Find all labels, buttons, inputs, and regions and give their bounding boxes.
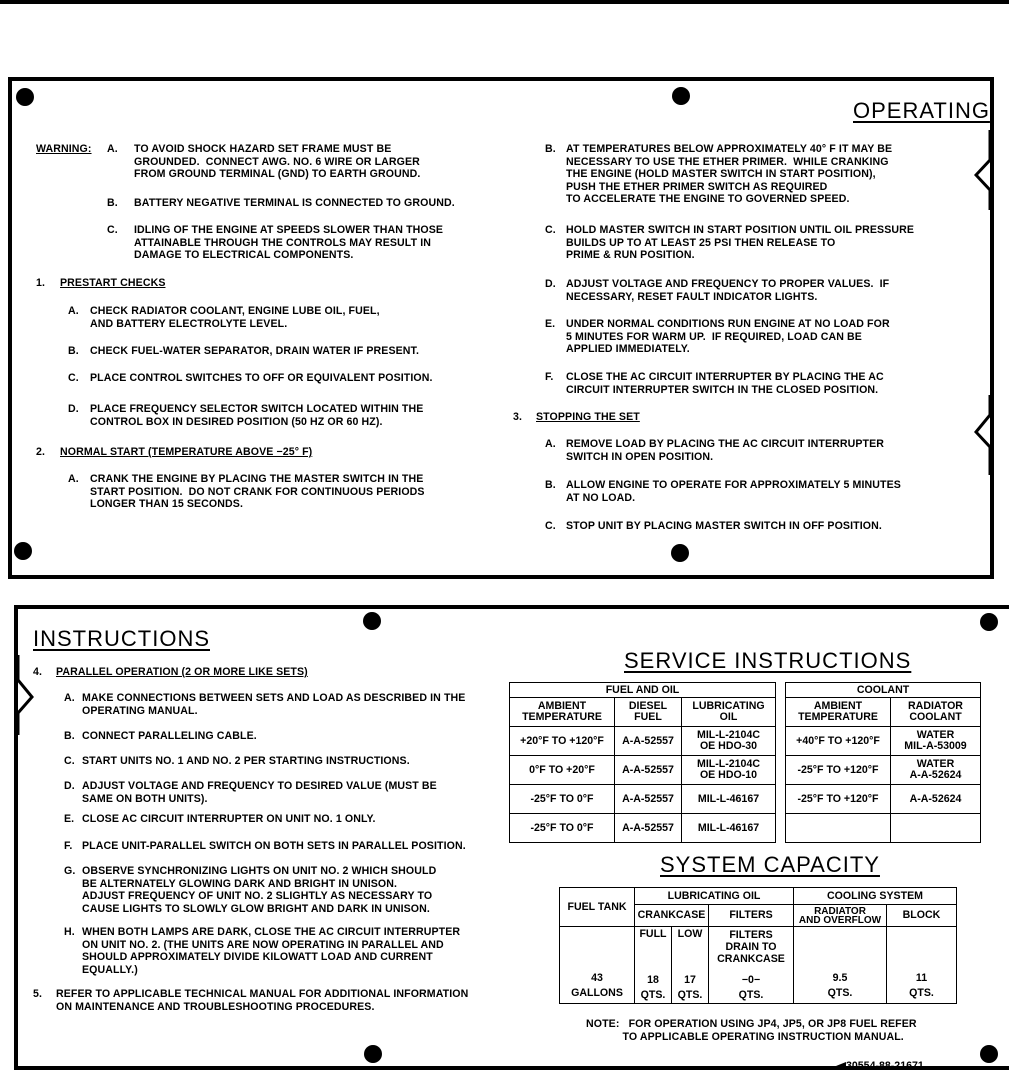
section-number: 2. (36, 446, 46, 458)
list-item-letter: B. (545, 479, 556, 491)
list-item-letter: D. (68, 403, 79, 415)
list-item-text: TO AVOID SHOCK HAZARD SET FRAME MUST BE GROUNDED. CONNECT AWG. NO. 6 WIRE OR LARGER FROM GROUND TERMINAL (GND) TO EARTH GROUND. (134, 143, 421, 181)
section-title: PARALLEL OPERATION (2 OR MORE LIKE SETS) (56, 666, 308, 678)
column-header: RADIATOR AND OVERFLOW (794, 905, 887, 927)
table-cell: +40°F TO +120°F (786, 727, 891, 756)
column-header: FUEL TANK (560, 888, 635, 927)
list-item-text: WHEN BOTH LAMPS ARE DARK, CLOSE THE AC CIRCUIT INTERRUPTER ON UNIT NO. 2. (THE UNITS ARE NOW OPERATING IN PARALLEL AND SHOULD APPROXIMATELY DIVIDE KILOWATT LOAD AND CURRENT EQUALLY.) (82, 926, 461, 976)
table-cell (891, 814, 981, 843)
list-item-letter: H. (64, 926, 75, 938)
list-item-letter: E. (545, 318, 556, 330)
column-header: CRANKCASE (635, 905, 709, 927)
table-cell: A-A-52557 (615, 814, 682, 843)
section-number: 1. (36, 277, 46, 289)
list-item-letter: C. (107, 224, 118, 236)
list-item-text: OBSERVE SYNCHRONIZING LIGHTS ON UNIT NO. 2 WHICH SHOULD BE ALTERNATELY GLOWING DARK AND BRIGHT IN UNISON. ADJUST FREQUENCY OF UNIT NO. 2 SLIGHTLY AS NECESSARY TO CAUSE LIGHTS TO SLOWLY GLOW BRIGHT AND DARK IN UNISON. (82, 865, 437, 915)
full-label: FULL (639, 928, 667, 940)
list-item-text: AT TEMPERATURES BELOW APPROXIMATELY 40° F IT MAY BE NECESSARY TO USE THE ETHER PRIMER. WHILE CRANKING THE ENGINE (HOLD MASTER SWITCH IN START POSITION), PUSH THE ETHER PRIMER SWITCH AS REQUIRED TO ACCELERATE THE ENGINE TO GOVERNED SPEED. (566, 143, 893, 206)
list-item-text: PLACE CONTROL SWITCHES TO OFF OR EQUIVALENT POSITION. (90, 372, 433, 384)
list-item-text: MAKE CONNECTIONS BETWEEN SETS AND LOAD AS DESCRIBED IN THE OPERATING MANUAL. (82, 692, 466, 717)
list-item-text: CLOSE AC CIRCUIT INTERRUPTER ON UNIT NO. 1 ONLY. (82, 813, 376, 825)
section-title: STOPPING THE SET (536, 411, 640, 423)
leader-arrow-icon (836, 1062, 846, 1070)
table-cell: 9.5 QTS. (794, 927, 887, 1004)
mount-hole (672, 87, 690, 105)
table-cell: 43 GALLONS (560, 927, 635, 1004)
column-header: LUBRICATING OIL (682, 698, 776, 727)
column-header: DIESEL FUEL (615, 698, 682, 727)
column-header: AMBIENT TEMPERATURE (510, 698, 615, 727)
instructions-title: INSTRUCTIONS (33, 626, 210, 651)
list-item-text: REMOVE LOAD BY PLACING THE AC CIRCUIT INTERRUPTER SWITCH IN OPEN POSITION. (566, 438, 885, 463)
table-cell: -25°F TO 0°F (510, 814, 615, 843)
notch-right-upper (974, 130, 1004, 210)
list-item-letter: C. (68, 372, 79, 384)
mount-hole (671, 544, 689, 562)
list-item-letter: A. (68, 473, 79, 485)
table-cell: MIL-L-2104C OE HDO-30 (682, 727, 776, 756)
mount-hole (363, 612, 381, 630)
section-text: REFER TO APPLICABLE TECHNICAL MANUAL FOR ADDITIONAL INFORMATION ON MAINTENANCE AND TROUBLESHOOTING PROCEDURES. (56, 988, 469, 1013)
list-item-letter: B. (545, 143, 556, 155)
part-number (836, 1060, 924, 1072)
list-item-letter: C. (64, 755, 75, 767)
table-cell: -25°F TO +120°F (786, 756, 891, 785)
warning-label: WARNING: (36, 143, 92, 155)
part-number-text: 30554-88-21671 (846, 1060, 924, 1072)
table-cell: -25°F TO 0°F (510, 785, 615, 814)
coolant-table (785, 682, 981, 843)
section-title: NORMAL START (TEMPERATURE ABOVE −25° F) (60, 446, 313, 458)
table-cell: MIL-L-46167 (682, 785, 776, 814)
table-cell (635, 927, 672, 1004)
service-title: SERVICE INSTRUCTIONS (624, 648, 912, 673)
table-cell: A-A-52624 (891, 785, 981, 814)
list-item-text: CLOSE THE AC CIRCUIT INTERRUPTER BY PLACING THE AC CIRCUIT INTERRUPTER SWITCH IN THE CLOSED POSITION. (566, 371, 884, 396)
table-cell (709, 927, 794, 1004)
section-number: 3. (513, 411, 523, 423)
list-item-letter: G. (64, 865, 76, 877)
list-item-text: CONNECT PARALLELING CABLE. (82, 730, 257, 742)
section-title: PRESTART CHECKS (60, 277, 166, 289)
list-item-text: CRANK THE ENGINE BY PLACING THE MASTER SWITCH IN THE START POSITION. DO NOT CRANK FOR CONTINUOUS PERIODS LONGER THAN 15 SECONDS. (90, 473, 425, 511)
column-header: BLOCK (887, 905, 957, 927)
list-item-letter: A. (64, 692, 75, 704)
list-item-letter: B. (68, 345, 79, 357)
list-item-letter: F. (64, 840, 73, 852)
list-item-letter: E. (64, 813, 75, 825)
list-item-text: STOP UNIT BY PLACING MASTER SWITCH IN OFF POSITION. (566, 520, 882, 532)
list-item-text: IDLING OF THE ENGINE AT SPEEDS SLOWER THAN THOSE ATTAINABLE THROUGH THE CONTROLS MAY RESULT IN DAMAGE TO ELECTRICAL COMPONENTS. (134, 224, 444, 262)
fuel-oil-table (509, 682, 776, 843)
table-cell: MIL-L-46167 (682, 814, 776, 843)
table-cell: WATER MIL-A-53009 (891, 727, 981, 756)
table-cell (672, 927, 709, 1004)
list-item-text: CHECK FUEL-WATER SEPARATOR, DRAIN WATER IF PRESENT. (90, 345, 419, 357)
list-item-text: BATTERY NEGATIVE TERMINAL IS CONNECTED TO GROUND. (134, 197, 455, 209)
top-rule (0, 0, 1009, 4)
column-header: AMBIENT TEMPERATURE (786, 698, 891, 727)
table-value: −0− QTS. (738, 974, 764, 1001)
list-item-letter: D. (64, 780, 75, 792)
table-cell: -25°F TO +120°F (786, 785, 891, 814)
list-item-text: ADJUST VOLTAGE AND FREQUENCY TO PROPER VALUES. IF NECESSARY, RESET FAULT INDICATOR LIGHTS. (566, 278, 890, 303)
mount-hole (980, 1045, 998, 1063)
column-header: FILTERS (709, 905, 794, 927)
list-item-letter: C. (545, 520, 556, 532)
list-item-letter: D. (545, 278, 556, 290)
table-cell: A-A-52557 (615, 727, 682, 756)
fuel-note: NOTE: FOR OPERATION USING JP4, JP5, OR JP8 FUEL REFER TO APPLICABLE OPERATING INSTRUCTION MANUAL. (586, 1018, 917, 1043)
list-item-text: START UNITS NO. 1 AND NO. 2 PER STARTING INSTRUCTIONS. (82, 755, 410, 767)
table-cell: MIL-L-2104C OE HDO-10 (682, 756, 776, 785)
list-item-letter: B. (107, 197, 118, 209)
column-header: COOLING SYSTEM (794, 888, 957, 905)
table-cell (786, 814, 891, 843)
table-cell: 11 QTS. (887, 927, 957, 1004)
list-item-letter: A. (68, 305, 79, 317)
table-value: 17 QTS. (677, 974, 703, 1001)
section-number: 5. (33, 988, 43, 1000)
low-label: LOW (677, 928, 703, 940)
operating-title: OPERATING (853, 98, 990, 123)
list-item-letter: F. (545, 371, 554, 383)
list-item-text: HOLD MASTER SWITCH IN START POSITION UNTIL OIL PRESSURE BUILDS UP TO AT LEAST 25 PSI THEN RELEASE TO PRIME & RUN POSITION. (566, 224, 915, 262)
mount-hole (364, 1045, 382, 1063)
mount-hole (14, 542, 32, 560)
filters-note: FILTERS DRAIN TO CRANKCASE (717, 929, 785, 965)
column-header: LUBRICATING OIL (635, 888, 794, 905)
table-header: COOLANT (786, 683, 981, 698)
list-item-text: ADJUST VOLTAGE AND FREQUENCY TO DESIRED VALUE (MUST BE SAME ON BOTH UNITS). (82, 780, 437, 805)
list-item-letter: C. (545, 224, 556, 236)
table-cell: +20°F TO +120°F (510, 727, 615, 756)
capacity-table (559, 887, 957, 1004)
list-item-text: ALLOW ENGINE TO OPERATE FOR APPROXIMATELY 5 MINUTES AT NO LOAD. (566, 479, 901, 504)
list-item-text: UNDER NORMAL CONDITIONS RUN ENGINE AT NO LOAD FOR 5 MINUTES FOR WARM UP. IF REQUIRED, LOAD CAN BE APPLIED IMMEDIATELY. (566, 318, 890, 356)
list-item-letter: B. (64, 730, 75, 742)
list-item-text: PLACE UNIT-PARALLEL SWITCH ON BOTH SETS IN PARALLEL POSITION. (82, 840, 466, 852)
list-item-letter: A. (107, 143, 118, 155)
mount-hole (980, 613, 998, 631)
list-item-text: CHECK RADIATOR COOLANT, ENGINE LUBE OIL, FUEL, AND BATTERY ELECTROLYTE LEVEL. (90, 305, 380, 330)
table-cell: A-A-52557 (615, 756, 682, 785)
table-cell: A-A-52557 (615, 785, 682, 814)
column-header: RADIATOR COOLANT (891, 698, 981, 727)
capacity-title: SYSTEM CAPACITY (660, 852, 880, 877)
list-item-letter: A. (545, 438, 556, 450)
mount-hole (16, 88, 34, 106)
table-cell: WATER A-A-52624 (891, 756, 981, 785)
list-item-text: PLACE FREQUENCY SELECTOR SWITCH LOCATED WITHIN THE CONTROL BOX IN DESIRED POSITION (50 HZ OR 60 HZ). (90, 403, 424, 428)
table-value: 18 QTS. (640, 974, 666, 1001)
table-cell: 0°F TO +20°F (510, 756, 615, 785)
table-header: FUEL AND OIL (510, 683, 776, 698)
notch-left (4, 655, 34, 735)
section-number: 4. (33, 666, 43, 678)
notch-right-lower (974, 395, 1004, 475)
